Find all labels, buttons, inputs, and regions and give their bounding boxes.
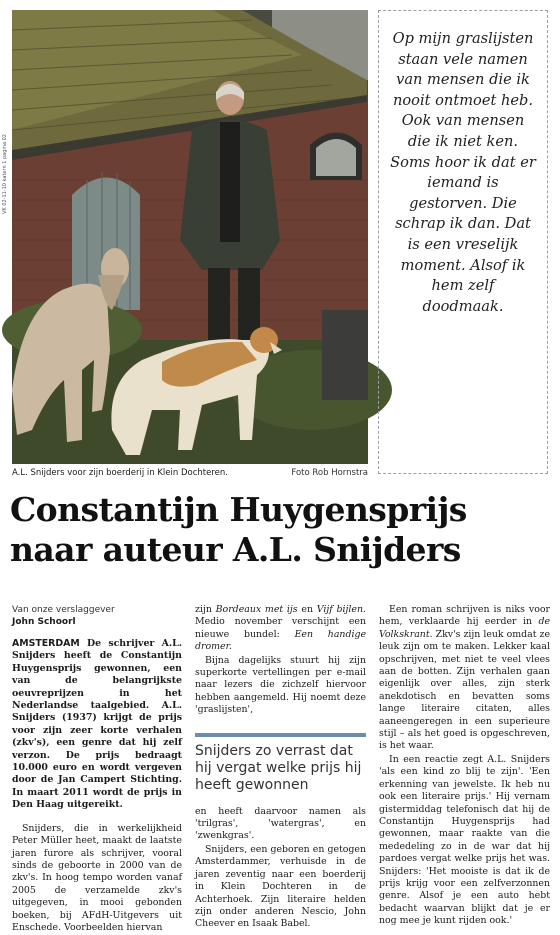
byline-label: Van onze verslaggever bbox=[12, 605, 115, 615]
article-photo bbox=[12, 10, 368, 464]
article-column-3 bbox=[379, 604, 550, 929]
article-column-2 bbox=[195, 604, 366, 932]
farm-photo-illustration bbox=[12, 10, 368, 464]
article-column-1 bbox=[12, 604, 182, 935]
lead-paragraph bbox=[12, 638, 182, 812]
headline bbox=[10, 490, 550, 570]
caption-text: A.L. Snijders voor zijn boerderij in Klein Dochteren. bbox=[12, 468, 228, 478]
quote-text: Op mijn graslijsten staan vele namen van mensen die ik nooit ontmoet heb. Ook van mensen die ik niet ken. Soms hoor ik dat er iemand is gestorven. Die schrap ik dan. Dat is een vreselijk moment. Alsof ik hem zelf doodmaak. bbox=[390, 30, 536, 315]
quote-box bbox=[378, 10, 548, 474]
lead-text: De schrijver A.L. Snijders heeft de Constantijn Huygensprijs gewonnen, een van de belangrijkste oeuvreprijzen in het Nederlandse taalgebied. A.L. Snijders (1937) krijgt de prijs voor zijn zeer korte verhalen (zkv's), een genre dat hij zelf verzon. De prijs bedraagt 10.000 euro en wordt vergeven door de Jan Campert Stichting. In maart 2011 wordt de prijs in Den Haag uitgereikt. bbox=[12, 638, 183, 811]
headline-line-2: naar auteur A.L. Snijders bbox=[10, 530, 461, 569]
body-paragraph: Snijders, die in werkelijkheid Peter Müller heet, maakt de laatste jaren furore als schrijver, vooral sinds de geboorte in 2000 van de zkv's. In hoog tempo worden vanaf 2005 de verzamelde zkv's uitgegeven, in mooi gebonden boeken, bij AFdH-Uitgevers uit Enschede. Voorbeelden hiervan bbox=[12, 822, 182, 933]
headline-line-1: Constantijn Huygensprijs bbox=[10, 490, 467, 529]
body-paragraph: In een reactie zegt A.L. Snijders 'als een kind zo blij te zijn'. 'Een erkenning van jewelste. Ik heb nu ook een literaire prijs.' Hij vernam gistermiddag telefonisch dat hij de Constantijn Huygensprijs had gewonnen, maar raakte van die mededeling zo in de war dat hij pardoes vergat welke prijs het was. Snijders: 'Het mooiste is dat ik de prijs krijg voor een zelfverzonnen genre. Alsof je een auto hebt bedacht waarvan blijkt dat je er nog mee je kunt rijden ook.' bbox=[379, 753, 550, 927]
byline-author: John Schoorl bbox=[12, 617, 76, 627]
body-paragraph: Snijders, een geboren en getogen Amsterdammer, verhuisde in de jaren zeventig naar een boerderij in Klein Dochteren in de Achterhoek. Zijn literaire helden zijn onder anderen Nescio, John Cheever en Isaak Babel. bbox=[195, 843, 366, 930]
pull-quote: Snijders zo verrast dat hij vergat welke prijs hij heeft gewonnen bbox=[195, 733, 366, 794]
body-paragraph: zijn Bordeaux met ijs en Vijf bijlen. Medio november verschijnt een nieuwe bundel: Een handige dromer. bbox=[195, 604, 366, 653]
photo-credit: Foto Rob Hornstra bbox=[291, 468, 368, 478]
body-paragraph: Bijna dagelijks stuurt hij zijn superkorte vertellingen per e-mail naar lezers die zichzelf hiervoor hebben aangemeld. Hij noemt deze 'graslijsten', bbox=[195, 654, 366, 716]
dateline: AMSTERDAM bbox=[12, 638, 80, 649]
page-meta-vertical: VK 02-11-10 katern 1 pagina 02 bbox=[2, 134, 8, 214]
body-paragraph: en heeft daarvoor namen als 'trilgras', 'watergras', en 'zwenkgras'. bbox=[195, 805, 366, 842]
body-paragraph: Een roman schrijven is niks voor hem, verklaarde hij eerder in de Volkskrant. Zkv's zijn leuk omdat ze leuk zijn om te maken. Lekker kaal opschrijven, met niet te veel vlees aan de botten. Zijn verhalen gaan eigenlijk over alles, zijn sterk anekdotisch en bevatten soms lange literaire citaten, alles aaneengeregen in een superieure stijl – als het goed is opgeschreven, is het waar. bbox=[379, 604, 550, 752]
